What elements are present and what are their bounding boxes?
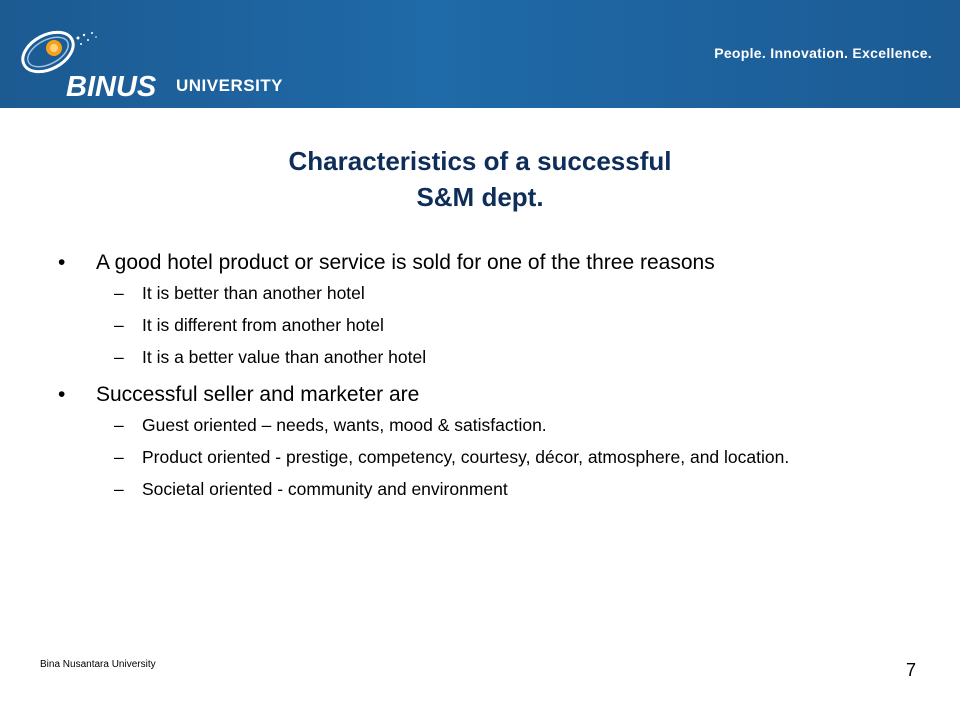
- dash-marker: –: [114, 347, 124, 367]
- sub-item: [58, 478, 918, 501]
- bullet-marker: •: [58, 251, 66, 274]
- sub-item-text: It is a better value than another hotel: [142, 347, 427, 367]
- bullet-item: [58, 246, 918, 280]
- header-banner: [0, 0, 960, 108]
- logo-brand-text: BINUS: [66, 71, 157, 103]
- bullet-text: Successful seller and marketer are: [96, 383, 420, 406]
- dash-marker: –: [114, 315, 124, 335]
- bullet-marker: •: [58, 383, 66, 406]
- bullet-text: A good hotel product or service is sold for one of the three reasons: [96, 251, 715, 274]
- sub-item: [58, 414, 918, 437]
- slide-title-line2: S&M dept.: [416, 182, 544, 212]
- sub-item-text: Guest oriented – needs, wants, mood & satisfaction.: [142, 415, 547, 435]
- dash-marker: –: [114, 415, 124, 435]
- sub-item-text: It is better than another hotel: [142, 283, 365, 303]
- logo-suffix-text: UNIVERSITY: [176, 76, 284, 95]
- sub-item: [58, 346, 918, 369]
- slide-title-line1: Characteristics of a successful: [288, 146, 672, 176]
- dash-marker: –: [114, 447, 124, 467]
- binus-logo: [18, 18, 318, 103]
- footer-institution: Bina Nusantara University: [40, 659, 156, 670]
- page-number: 7: [906, 660, 917, 680]
- dash-marker: –: [114, 283, 124, 303]
- content-list: [58, 246, 918, 510]
- sub-item-text: It is different from another hotel: [142, 315, 384, 335]
- sub-item-text: Product oriented - prestige, competency, courtesy, décor, atmosphere, and location.: [142, 447, 790, 467]
- sub-item-text: Societal oriented - community and environment: [142, 479, 508, 499]
- sub-item: [58, 314, 918, 337]
- header-tagline: People. Innovation. Excellence.: [714, 45, 932, 61]
- dash-marker: –: [114, 479, 124, 499]
- slide-title: [0, 143, 960, 215]
- sub-item: [58, 282, 918, 305]
- bullet-item: [58, 378, 918, 412]
- sub-item: [58, 446, 918, 469]
